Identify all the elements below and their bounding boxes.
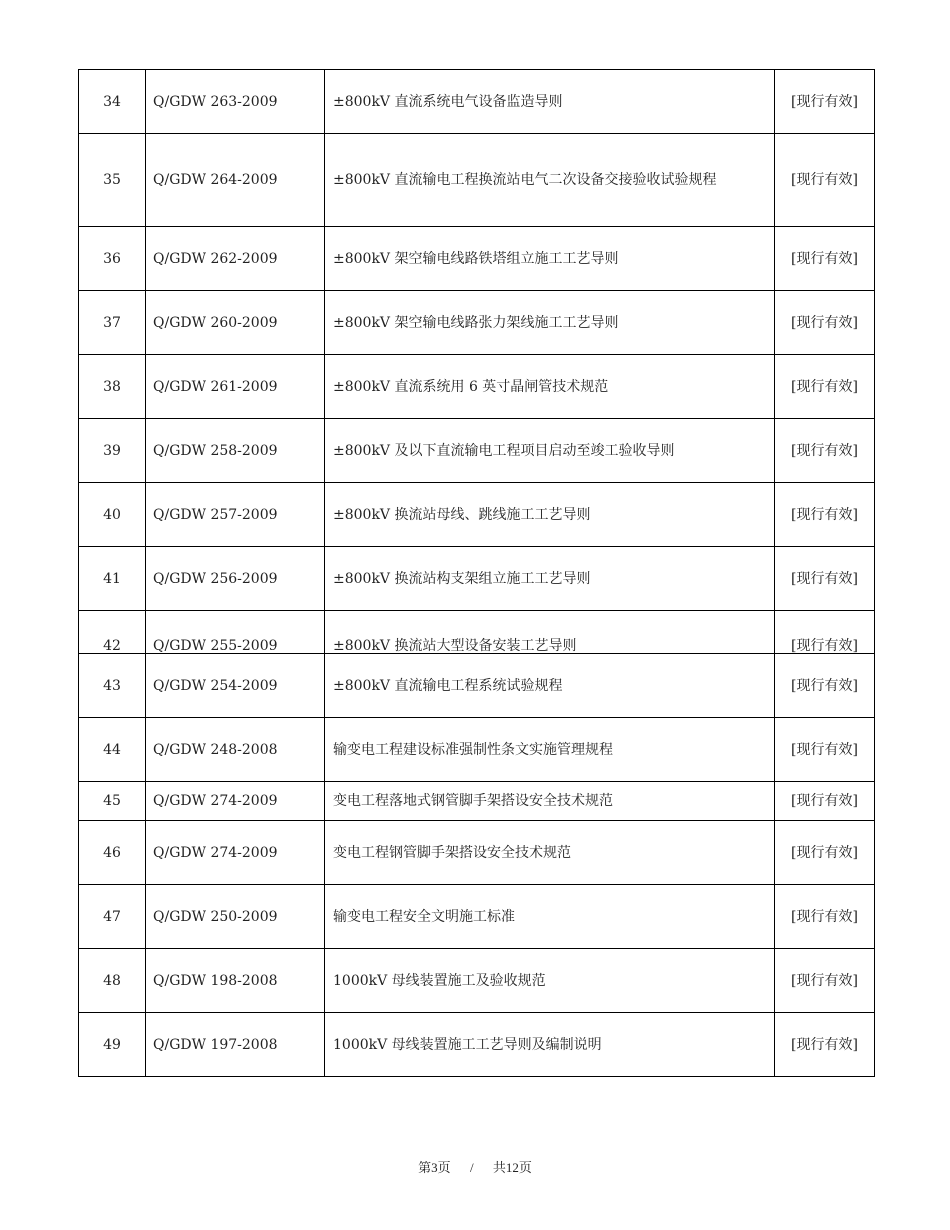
standard-code: Q/GDW 262-2009 [146,227,325,291]
standard-code: Q/GDW 260-2009 [146,291,325,355]
standard-title: 1000kV 母线装置施工工艺导则及编制说明 [325,1013,775,1077]
standard-code: Q/GDW 256-2009 [146,547,325,611]
status-label: [现行有效] [775,483,875,547]
table-row [79,483,875,547]
standard-title: 变电工程落地式钢管脚手架搭设安全技术规范 [325,782,775,821]
standard-title: ±800kV 架空输电线路张力架线施工工艺导则 [325,291,775,355]
row-number: 37 [79,291,146,355]
standards-table [78,69,875,1077]
status-label: [现行有效] [775,949,875,1013]
standard-title: ±800kV 换流站母线、跳线施工工艺导则 [325,483,775,547]
table-row [79,227,875,291]
standard-title: 变电工程钢管脚手架搭设安全技术规范 [325,821,775,885]
page-separator: / [469,1160,474,1175]
status-label: [现行有效] [775,355,875,419]
current-page-label: 第3页 [418,1160,451,1175]
table-row [79,355,875,419]
standard-title: ±800kV 直流输电工程换流站电气二次设备交接验收试验规程 [325,134,775,227]
table-row [79,1013,875,1077]
standard-title: 输变电工程安全文明施工标准 [325,885,775,949]
standard-title: 输变电工程建设标准强制性条文实施管理规程 [325,718,775,782]
standard-code: Q/GDW 257-2009 [146,483,325,547]
standard-title: ±800kV 直流输电工程系统试验规程 [325,654,775,718]
standard-code: Q/GDW 263-2009 [146,70,325,134]
row-number: 46 [79,821,146,885]
standard-title: ±800kV 直流系统用 6 英寸晶闸管技术规范 [325,355,775,419]
standard-title: ±800kV 直流系统电气设备监造导则 [325,70,775,134]
standard-title: ±800kV 架空输电线路铁塔组立施工工艺导则 [325,227,775,291]
row-number: 49 [79,1013,146,1077]
status-label: [现行有效] [775,70,875,134]
row-number: 39 [79,419,146,483]
table-row [79,949,875,1013]
table-row [79,291,875,355]
row-number: 41 [79,547,146,611]
table-row [79,885,875,949]
table-row [79,70,875,134]
row-number: 40 [79,483,146,547]
table-row [79,134,875,227]
standard-title: ±800kV 换流站构支架组立施工工艺导则 [325,547,775,611]
standard-code: Q/GDW 274-2009 [146,821,325,885]
standard-code: Q/GDW 261-2009 [146,355,325,419]
table-row [79,654,875,718]
row-number: 36 [79,227,146,291]
row-number: 35 [79,134,146,227]
row-number: 48 [79,949,146,1013]
standard-title: ±800kV 换流站大型设备安装工艺导则 [325,611,775,654]
status-label: [现行有效] [775,134,875,227]
standard-code: Q/GDW 274-2009 [146,782,325,821]
status-label: [现行有效] [775,291,875,355]
status-label: [现行有效] [775,1013,875,1077]
table-row [79,547,875,611]
page-footer [0,1157,950,1176]
standard-code: Q/GDW 264-2009 [146,134,325,227]
status-label: [现行有效] [775,611,875,654]
table-row [79,611,875,654]
status-label: [现行有效] [775,718,875,782]
table-row [79,718,875,782]
standard-code: Q/GDW 250-2009 [146,885,325,949]
standard-code: Q/GDW 258-2009 [146,419,325,483]
table-row [79,419,875,483]
total-pages-label: 共12页 [492,1160,532,1175]
row-number: 38 [79,355,146,419]
status-label: [现行有效] [775,227,875,291]
row-number: 43 [79,654,146,718]
row-number: 44 [79,718,146,782]
status-label: [现行有效] [775,782,875,821]
standards-table-body [79,70,875,1077]
status-label: [现行有效] [775,547,875,611]
row-number: 47 [79,885,146,949]
standard-code: Q/GDW 254-2009 [146,654,325,718]
row-number: 34 [79,70,146,134]
table-row [79,821,875,885]
row-number: 45 [79,782,146,821]
standard-code: Q/GDW 255-2009 [146,611,325,654]
status-label: [现行有效] [775,654,875,718]
status-label: [现行有效] [775,419,875,483]
standard-title: 1000kV 母线装置施工及验收规范 [325,949,775,1013]
status-label: [现行有效] [775,821,875,885]
standard-code: Q/GDW 197-2008 [146,1013,325,1077]
standard-code: Q/GDW 198-2008 [146,949,325,1013]
table-row [79,782,875,821]
row-number: 42 [79,611,146,654]
standard-code: Q/GDW 248-2008 [146,718,325,782]
status-label: [现行有效] [775,885,875,949]
standard-title: ±800kV 及以下直流输电工程项目启动至竣工验收导则 [325,419,775,483]
